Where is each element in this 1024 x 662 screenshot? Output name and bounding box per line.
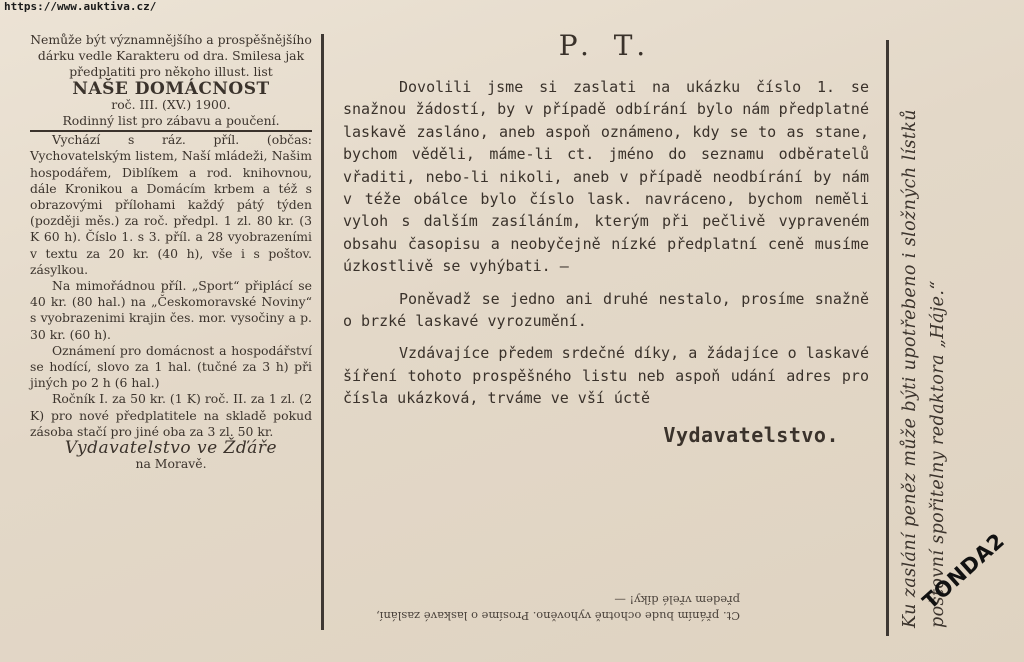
watermark-text: TONDA2 [918,528,1010,614]
left-paragraph-3: Oznámení pro domácnost a hospodářství se hodící, slovo za 1 hal. (tučné za 3 h) při jiných po 2 h (6 hal.) [30,342,312,391]
left-signature: Vydavatelstvo ve Žďáře [64,438,278,459]
inverted-note: Ct. přáním bude ochotně vyhověno. Prosíme o laskavé zaslání, předem vřelé díky! — [376,593,740,623]
left-intro: Nemůže být významnějšího a prospěšnějšího dárku vedle Karakteru od dra. Smilesa jak předplatiti pro někoho illust. list [30,32,312,80]
letter-paragraph-3: Vzdávajíce předem srdečné díky, a žádajíce o laskavé šíření tohoto prospěšného listu neb aspoň udání adres pro čísla ukázková, trváme ve vší úctě [343,344,869,408]
year-line: roč. III. (XV.) 1900. [111,96,231,112]
letter-heading: P. T. [558,29,654,62]
side-note: Ku zaslání peněz může býti upotřebeno i složných lístků poštovní spořitelny redaktora „Háje.“ [900,109,948,628]
left-column [30,32,312,472]
left-divider [321,34,324,630]
magazine-subtitle: Rodinný list pro zábavu a poučení. [30,113,312,132]
left-paragraph-2: Na mimořádnou příl. „Sport“ připlácí se 40 kr. (80 hal.) na „Českomoravské Noviny“ s vyobrazenimi krajin čes. mor. vysočiny a p. 30 kr. (60 h). [30,278,312,342]
letter-publisher: Vydavatelstvo. [663,422,839,447]
left-paragraph-4: Ročník I. za 50 kr. (1 K) roč. II. za 1 zl. (2 K) pro nové předplatitele na skladě pokud zásoba stačí pro jiné oba za 3 zl. 50 kr. [30,391,312,439]
letter-body [343,30,869,446]
right-divider [886,40,889,636]
left-paragraph-1: Vychází s ráz. příl. (občas: Vychovatelským listem, Naší mládeži, Našim hospodářem, Diblíkem a rod. knihovnou, dále Kronikou a Domácím krbem a též s obrazovými přílohami každý pátý týden (později měs.) za roč. předpl. 1 zl. 80 kr. (3 K 60 h). Číslo 1. s 3. příl. a 28 vyobrazeními v textu za 20 kr. (40 h), vše i s poštov. zásylkou. [30,132,312,277]
letter-paragraph-1: Dovolili jsme si zaslati na ukázku číslo 1. se snažnou žádostí, by v případě odbírání bylo nám předplatné laskavě zasláno, aneb aspoň oznámeno, kdy se to as stane, bychom věděli, máme-li ct. jméno do seznamu odběratelů vřaditi, nebo-li nikoli, aneb v případě neodbírání by nám v téže obálce bylo číslo lask. navráceno, bychom neměli vyloh s dalším zasíláním, kterým při pečlivě vypraveném obsahu časopisu a neobyčejně nízké předplatní ceně musíme úzkostlivě se vyhýbati. — [343,78,869,276]
left-signature-place: na Moravě. [135,456,207,472]
source-url: https://www.auktiva.cz/ [4,0,157,13]
letter-paragraph-2: Poněvadž se jedno ani druhé nestalo, prosíme snažně o brzké laskavé vyrozumění. [343,289,869,331]
magazine-title: NAŠE DOMÁCNOST [72,78,270,99]
